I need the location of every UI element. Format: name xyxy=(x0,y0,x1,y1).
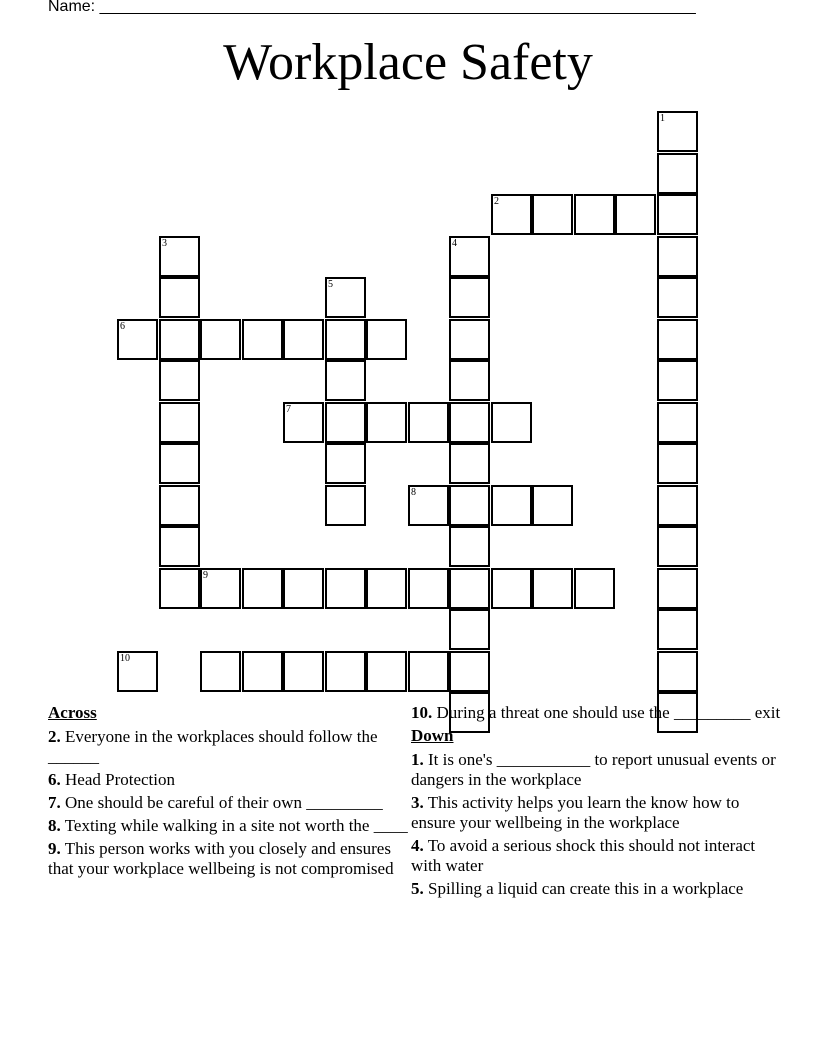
grid-cell[interactable] xyxy=(117,319,158,360)
grid-cell[interactable] xyxy=(574,194,615,235)
grid-cell[interactable] xyxy=(325,485,366,526)
clue-across-8: 8. Texting while walking in a site not worth the ____ xyxy=(48,816,408,835)
grid-cell[interactable] xyxy=(159,568,200,609)
grid-cell[interactable] xyxy=(242,568,283,609)
clue-number-label: 10 xyxy=(120,653,130,664)
grid-cell[interactable] xyxy=(325,360,366,401)
grid-cell[interactable] xyxy=(449,526,490,567)
clue-across-2: 2. Everyone in the workplaces should follow the ______ xyxy=(48,727,378,766)
clue-number-label: 1 xyxy=(660,113,665,124)
grid-cell[interactable] xyxy=(325,443,366,484)
grid-cell[interactable] xyxy=(117,651,158,692)
grid-cell[interactable] xyxy=(491,485,532,526)
grid-cell[interactable] xyxy=(200,651,241,692)
grid-cell[interactable] xyxy=(408,485,449,526)
clue-across-6: 6. Head Protection xyxy=(48,770,175,789)
grid-cell[interactable] xyxy=(325,402,366,443)
grid-cell[interactable] xyxy=(159,526,200,567)
grid-cell[interactable] xyxy=(242,319,283,360)
grid-cell[interactable] xyxy=(366,651,407,692)
down-heading: Down xyxy=(411,726,454,745)
clue-number-label: 4 xyxy=(452,238,457,249)
grid-cell[interactable] xyxy=(657,485,698,526)
name-field-label: Name: ___________________________________________________________________ xyxy=(48,0,696,15)
grid-cell[interactable] xyxy=(657,526,698,567)
clue-down-5: 5. Spilling a liquid can create this in a workplace xyxy=(411,879,744,898)
grid-cell[interactable] xyxy=(657,568,698,609)
clue-number-label: 6 xyxy=(120,321,125,332)
grid-cell[interactable] xyxy=(657,319,698,360)
grid-cell[interactable] xyxy=(408,402,449,443)
grid-cell[interactable] xyxy=(159,485,200,526)
grid-cell[interactable] xyxy=(491,402,532,443)
grid-cell[interactable] xyxy=(325,651,366,692)
grid-cell[interactable] xyxy=(491,194,532,235)
grid-cell[interactable] xyxy=(200,568,241,609)
grid-cell[interactable] xyxy=(449,568,490,609)
grid-cell[interactable] xyxy=(242,651,283,692)
grid-cell[interactable] xyxy=(532,568,573,609)
grid-cell[interactable] xyxy=(408,568,449,609)
clue-number-label: 5 xyxy=(328,279,333,290)
grid-cell[interactable] xyxy=(283,402,324,443)
grid-cell[interactable] xyxy=(532,194,573,235)
grid-cell[interactable] xyxy=(408,651,449,692)
grid-cell[interactable] xyxy=(159,443,200,484)
grid-cell[interactable] xyxy=(657,402,698,443)
grid-cell[interactable] xyxy=(283,319,324,360)
grid-cell[interactable] xyxy=(657,194,698,235)
grid-cell[interactable] xyxy=(657,443,698,484)
grid-cell[interactable] xyxy=(491,568,532,609)
clues-right-column xyxy=(411,703,781,902)
clues-left-column xyxy=(48,703,408,882)
grid-cell[interactable] xyxy=(449,319,490,360)
grid-cell[interactable] xyxy=(657,111,698,152)
grid-cell[interactable] xyxy=(283,568,324,609)
clue-number-label: 8 xyxy=(411,487,416,498)
grid-cell[interactable] xyxy=(366,568,407,609)
clue-across-9: 9. This person works with you closely and ensures that your workplace wellbeing is not compromised xyxy=(48,839,394,878)
grid-cell[interactable] xyxy=(159,236,200,277)
grid-cell[interactable] xyxy=(449,360,490,401)
grid-cell[interactable] xyxy=(159,402,200,443)
grid-cell[interactable] xyxy=(159,360,200,401)
across-heading: Across xyxy=(48,703,97,722)
grid-cell[interactable] xyxy=(200,319,241,360)
clue-down-1: 1. It is one's ___________ to report unusual events or dangers in the workplace xyxy=(411,750,776,789)
clue-across-7: 7. One should be careful of their own _________ xyxy=(48,793,383,812)
grid-cell[interactable] xyxy=(574,568,615,609)
page-title: Workplace Safety xyxy=(223,34,593,91)
grid-cell[interactable] xyxy=(532,485,573,526)
grid-cell[interactable] xyxy=(449,651,490,692)
grid-cell[interactable] xyxy=(657,651,698,692)
grid-cell[interactable] xyxy=(657,277,698,318)
grid-cell[interactable] xyxy=(366,402,407,443)
grid-cell[interactable] xyxy=(159,277,200,318)
grid-cell[interactable] xyxy=(657,236,698,277)
clue-across-10: 10. During a threat one should use the _________ exit xyxy=(411,703,781,722)
grid-cell[interactable] xyxy=(657,609,698,650)
grid-cell[interactable] xyxy=(325,568,366,609)
clue-number-label: 2 xyxy=(494,196,499,207)
clue-number-label: 7 xyxy=(286,404,291,415)
grid-cell[interactable] xyxy=(283,651,324,692)
clue-number-label: 9 xyxy=(203,570,208,581)
grid-cell[interactable] xyxy=(449,277,490,318)
grid-cell[interactable] xyxy=(366,319,407,360)
grid-cell[interactable] xyxy=(449,236,490,277)
grid-cell[interactable] xyxy=(657,153,698,194)
clue-down-4: 4. To avoid a serious shock this should not interact with water xyxy=(411,836,756,875)
clue-down-3: 3. This activity helps you learn the know how to ensure your wellbeing in the workplace xyxy=(411,793,740,832)
grid-cell[interactable] xyxy=(449,443,490,484)
clue-number-label: 3 xyxy=(162,238,167,249)
grid-cell[interactable] xyxy=(657,360,698,401)
grid-cell[interactable] xyxy=(325,277,366,318)
grid-cell[interactable] xyxy=(615,194,656,235)
grid-cell[interactable] xyxy=(449,609,490,650)
grid-cell[interactable] xyxy=(449,402,490,443)
grid-cell[interactable] xyxy=(325,319,366,360)
grid-cell[interactable] xyxy=(159,319,200,360)
grid-cell[interactable] xyxy=(449,485,490,526)
